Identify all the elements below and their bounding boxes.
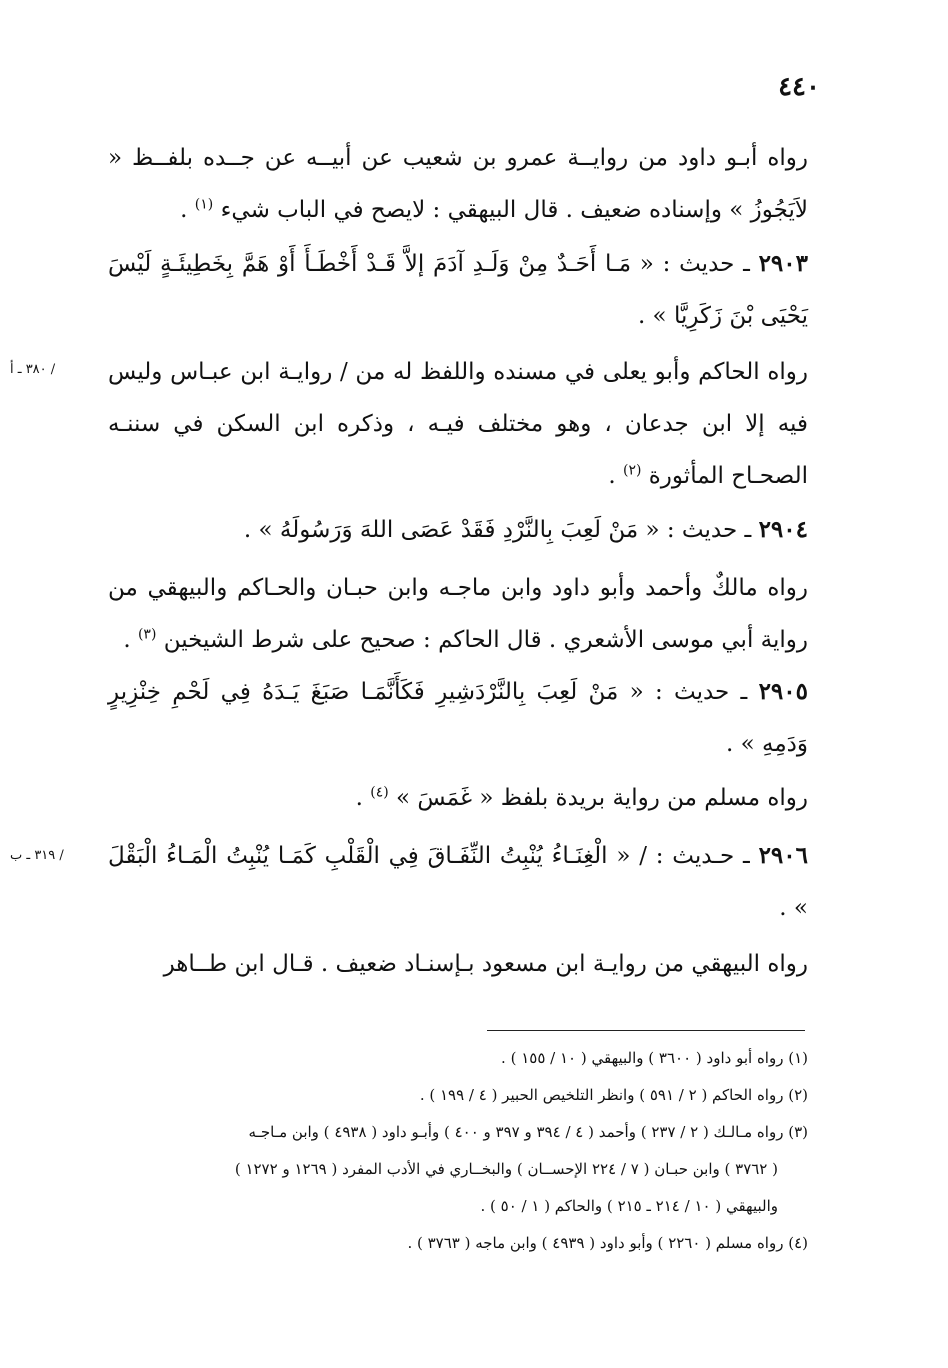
paragraph-text: رواه الحاكم وأبو يعلى في مسنده واللفظ له من / روايـة ابن عبـاس وليس فيه إلا ابن جدعان ، وهو مختلف فيـه ، وذكره ابن السكن في سننـه الصحـاح المأثورة	[108, 359, 808, 489]
hadith-paragraph	[108, 666, 808, 770]
narration-paragraph	[108, 346, 808, 502]
hadith-paragraph	[108, 504, 808, 556]
footnote-divider	[487, 1030, 805, 1031]
footnote-line: والبيهقي ( ١٠ / ٢١٤ ـ ٢١٥ ) والحاكم ( ١ / ٥٠ ) .	[480, 1197, 778, 1215]
footnote-marker: (٣)	[137, 626, 157, 643]
hadith-text: ـ حديث : « مَـا أَحَـدٌ مِنْ وَلَـدِ آدَمَ إلاَّ قَـدْ أَخْطَـأَ أَوْ هَمَّ بِخَطِيئَـةٍ لَيْسَ يَحْيَى بْنَ زَكَرِيَّا » .	[108, 251, 808, 329]
paragraph-end: .	[608, 463, 623, 489]
hadith-number: ٢٩٠٥	[758, 678, 808, 705]
footnote-marker: (٢)	[622, 462, 642, 479]
footnote-line: ( ٣٧٦٢ ) وابن حبـان ( ٧ / ٢٢٤ الإحســان ) والبخــاري في الأدب المفرد ( ١٢٦٩ و ١٢٧٢ )	[234, 1160, 778, 1178]
paragraph-end: .	[355, 785, 371, 811]
narration-paragraph	[108, 132, 808, 236]
footnote-marker: (١)	[194, 196, 214, 213]
page-number: ٤٤٠	[778, 72, 820, 102]
footnote-line: (٤) رواه مسلم ( ٢٢٦٠ ) وأبو داود ( ٤٩٣٩ ) وابن ماجه ( ٣٧٦٣ ) .	[407, 1234, 808, 1252]
hadith-text: ـ حـديث : / « الْغِنَـاءُ يُنْبِتُ النِّفَـاقَ فِي الْقَلْبِ كَمَـا يُنْبِتُ الْمَـاءُ الْبَقْلَ » .	[108, 843, 808, 921]
footnote-line: (٣) رواه مـالـك ( ٢ / ٢٣٧ ) وأحمد ( ٤ / ٣٩٤ و ٣٩٧ و ٤٠٠ ) وأبـو داود ( ٤٩٣٨ ) وابن مـاجـه	[248, 1123, 808, 1141]
hadith-number: ٢٩٠٦	[758, 842, 808, 869]
hadith-number: ٢٩٠٤	[758, 516, 808, 543]
footnote-marker: (٤)	[370, 784, 389, 801]
margin-folio-note: / ٣٨٠ ـ أ	[10, 362, 56, 377]
hadith-text: ـ حديث : « مَنْ لَعِبَ بِالنَّرْدَشِيرِ فَكَأَنَّمَـا صَبَغَ يَـدَهُ فِي لَحْمِ خِنْزِيرٍ وَدَمِهِ » .	[108, 679, 808, 757]
paragraph-text: رواه أبـو داود من روايــة عمرو بن شعيب عن أبيــه عن جــده بلفــظ « لاَيَجُوزُ » وإسناده ضعيف . قال البيهقي : لايصح في الباب شيء	[108, 145, 809, 223]
narration-paragraph	[108, 938, 808, 990]
paragraph-text: رواه مسلم من رواية بريدة بلفظ « غَمَسَ »	[396, 785, 808, 811]
hadith-paragraph	[108, 830, 808, 934]
narration-paragraph	[108, 772, 808, 824]
margin-folio-note: / ٣١٩ ـ ب	[10, 848, 64, 863]
footnote-line: (٢) رواه الحاكم ( ٢ / ٥٩١ ) وانظر التلخيص الحبير ( ٤ / ١٩٩ ) .	[419, 1086, 808, 1104]
paragraph-text: رواه البيهقي من روايـة ابن مسعود بـإسنـاد ضعيف . قـال ابن طــاهر	[163, 951, 808, 977]
paragraph-text: رواه مالكٌ وأحمد وأبو داود وابن ماجـه وابن حبـان والحـاكم والبيهقي من رواية أبي موسى الأشعري . قال الحاكم : صحيح على شرط الشيخين	[108, 575, 808, 653]
footnote-line: (١) رواه أبو داود ( ٣٦٠٠ ) والبيهقي ( ١٠ / ١٥٥ ) .	[501, 1049, 808, 1067]
paragraph-end: .	[180, 197, 195, 223]
hadith-number: ٢٩٠٣	[758, 250, 808, 277]
hadith-paragraph	[108, 238, 808, 342]
narration-paragraph	[108, 562, 808, 666]
footnotes-section	[108, 1040, 808, 1262]
hadith-text: ـ حديث : « مَنْ لَعِبَ بِالنَّرْدِ فَقَدْ عَصَى اللهَ وَرَسُولَهُ » .	[243, 517, 759, 543]
paragraph-end: .	[123, 627, 138, 653]
